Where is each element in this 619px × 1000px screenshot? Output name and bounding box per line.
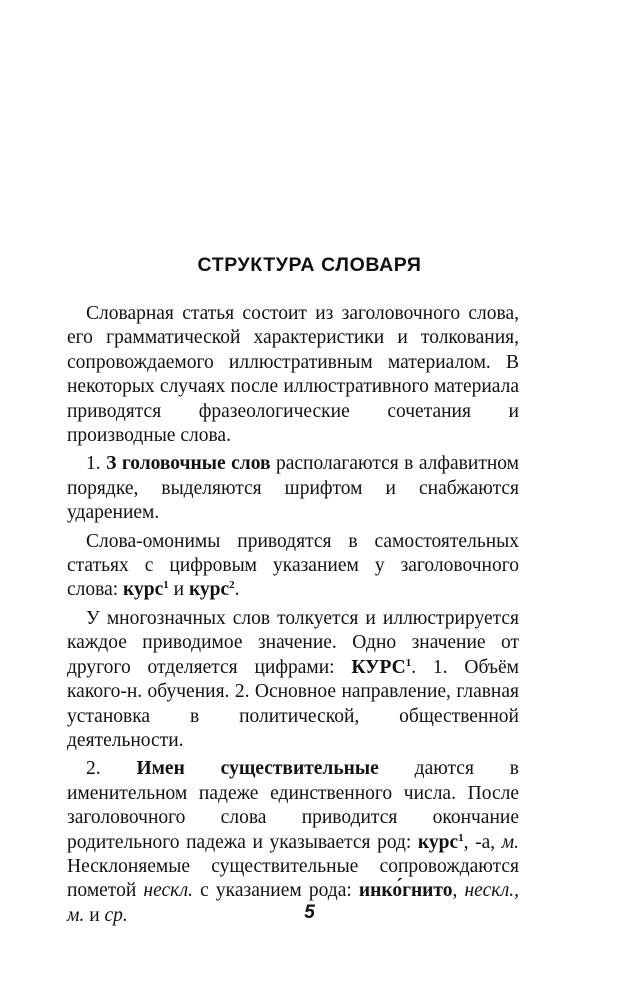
example-index: 1 — [458, 831, 464, 844]
paragraph-homonyms — [67, 530, 519, 603]
neuter-mark: ср. — [104, 904, 128, 926]
example-word-2: курс — [188, 579, 230, 601]
homonym-index-2: 2 — [229, 579, 235, 592]
page-number: 5 — [304, 902, 315, 923]
homonym-index-1: 1 — [163, 579, 169, 592]
headword-index: 1 — [405, 656, 412, 669]
bold-term: Имен существительные — [136, 758, 379, 780]
body-text — [67, 302, 519, 928]
nouns-text-4: с указанием рода: — [193, 880, 359, 902]
paragraph-headwords — [67, 452, 519, 525]
nouns-text-2: , -а, — [463, 831, 502, 853]
definitions-text: . 1. Объём какого-н. обучения. 2. Основное направление, главная установка в политической, общественной деятельности. — [67, 656, 519, 751]
bold-term: З головочные слов — [106, 453, 271, 475]
example-word: курс — [417, 831, 459, 853]
nouns-text-6: и — [84, 904, 105, 926]
conjunction: и — [168, 579, 189, 601]
paragraph-polysemy — [67, 607, 519, 753]
polysemy-text: У многозначных слов толкуется и иллюстрируется каждое приводимое значение. Одно значение от другого отделяется цифрами: — [67, 607, 519, 678]
nouns-text-1: даются в именительном падеже единственного числа. После заголовочного слова приводится окончание родительного падежа и указывается род: — [67, 758, 519, 853]
grammar-marks: нескл., м. — [67, 880, 519, 926]
headwords-text: располагаются в алфавитном порядке, выделяются шрифтом и снабжаются ударением. — [67, 453, 520, 524]
page-title: СТРУКТУРА СЛОВАРЯ — [197, 254, 422, 276]
paragraph-intro — [67, 302, 519, 448]
period: . — [234, 579, 240, 601]
section-number: 1. — [86, 453, 107, 475]
gender-mark: м. — [501, 831, 519, 853]
headword-example: КУРС — [351, 656, 406, 678]
homonyms-text: Слова-омонимы приводятся в самостоятельных статьях с цифровым указанием у заголовочного слова: — [67, 530, 519, 601]
example-word-1: курс — [123, 579, 164, 601]
nouns-text-5: , — [452, 880, 465, 902]
section-number: 2. — [86, 758, 137, 780]
intro-text: Словарная статья состоит из заголовочного слова, его грамматической характеристики и толкования, сопровождаемого иллюстративным материалом. В некоторых случаях после иллюстративного материала приводятся фразеологические сочетания и производные слова. — [67, 303, 519, 447]
nouns-text-3: Несклоняемые существительные сопровождаются пометой — [67, 855, 519, 902]
example-indeclinable: инко́гнито — [358, 880, 453, 902]
indeclinable-mark: нескл. — [143, 880, 194, 902]
